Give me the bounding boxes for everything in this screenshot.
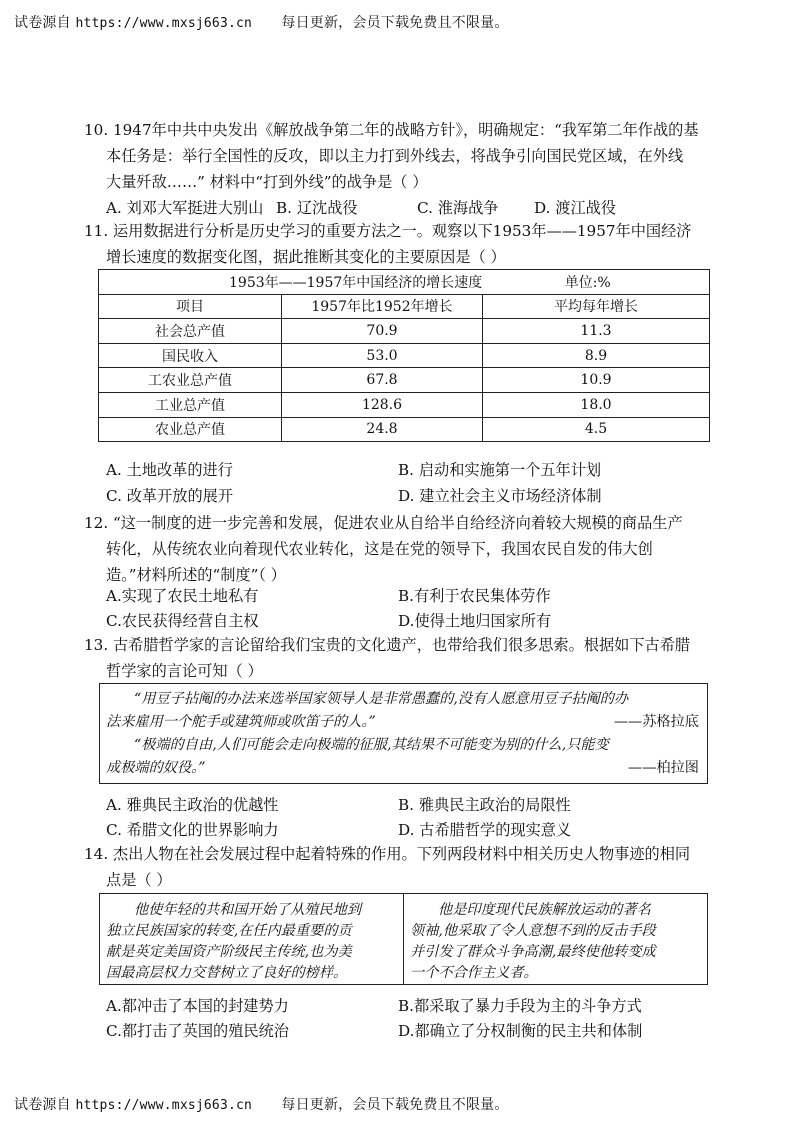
table-row <box>99 319 710 344</box>
quote-line: 成极端的奴役。” <box>106 760 206 776</box>
option-c[interactable]: C.农民获得经营自主权 <box>106 612 259 630</box>
option-d[interactable]: D. 古希腊哲学的现实意义 <box>398 821 572 839</box>
question-14-line: 点是（ ） <box>106 871 172 889</box>
material-right <box>403 894 707 984</box>
table-row <box>99 343 710 368</box>
material-line: 领袖,他采取了令人意想不到的反击手段 <box>410 923 656 939</box>
option-a[interactable]: A.实现了农民土地私有 <box>106 587 259 605</box>
question-13 <box>84 632 690 684</box>
question-14 <box>84 841 690 893</box>
table-header-cell: 1957年比1952年增长 <box>282 294 483 319</box>
option-b[interactable]: B.有利于农民集体劳作 <box>398 587 551 605</box>
option-d[interactable]: D. 渡江战役 <box>534 199 617 217</box>
option-c[interactable]: C. 改革开放的展开 <box>106 487 234 505</box>
table-row <box>99 392 710 417</box>
question-10-line: 本任务是：举行全国性的反攻，即以主力打到外线去，将战争引向国民党区域，在外线 <box>106 147 684 165</box>
table-cell: 8.9 <box>483 343 710 368</box>
question-14-line: 14. 杰出人物在社会发展过程中起着特殊的作用。下列两段材料中相关历史人物事迹的相同 <box>84 845 691 863</box>
material-line: 并引发了群众斗争高潮,最终使他转变成 <box>410 944 656 960</box>
table-cell: 社会总产值 <box>99 319 282 344</box>
table-cell: 4.5 <box>483 417 710 442</box>
question-12-line: 造。”材料所述的“制度”（ ） <box>106 566 286 584</box>
question-10 <box>84 117 699 221</box>
table-header-cell: 平均每年增长 <box>483 294 710 319</box>
growth-table <box>98 269 710 442</box>
banner-site: 试卷源自 <box>14 15 71 31</box>
option-d[interactable]: D.使得土地归国家所有 <box>398 612 552 630</box>
option-a[interactable]: A. 雅典民主政治的优越性 <box>106 796 279 814</box>
table-row <box>99 417 710 442</box>
table-header-cell: 项目 <box>99 294 282 319</box>
table-cell: 70.9 <box>282 319 483 344</box>
quote-line: “用豆子拈阄的办法来选举国家领导人是非常愚蠢的,没有人愿意用豆子拈阄的办 <box>134 691 629 707</box>
table-cell: 24.8 <box>282 417 483 442</box>
material-line: 国最高层权力交替树立了良好的榜样。 <box>106 965 348 981</box>
question-12-line: 转化，从传统农业向着现代农业转化，这是在党的领导下，我国农民自发的伟大创 <box>106 540 653 558</box>
table-row <box>99 368 710 393</box>
option-d[interactable]: D.都确立了分权制衡的民主共和体制 <box>398 1022 643 1040</box>
option-b[interactable]: B. 雅典民主政治的局限性 <box>398 796 571 814</box>
quote-attribution: ——柏拉图 <box>628 760 699 776</box>
material-boxes <box>99 893 708 985</box>
banner-url-link[interactable]: https://www.mxsj663.cn <box>75 16 253 31</box>
material-line: 他是印度现代民族解放运动的著名 <box>438 902 651 918</box>
question-11-line: 11. 运用数据进行分析是历史学习的重要方法之一。观察以下1953年——1957年中国经济 <box>84 222 692 240</box>
table-cell: 18.0 <box>483 392 710 417</box>
footer-banner <box>14 1094 509 1114</box>
header-banner <box>14 12 509 32</box>
table-header-row <box>99 294 710 319</box>
material-line: 献是英定美国资产阶级民主传统,也为美 <box>106 944 352 960</box>
option-b[interactable]: B. 辽沈战役 <box>276 199 358 217</box>
quote-attribution: ——苏格拉底 <box>613 714 699 730</box>
table-title-row <box>99 270 710 295</box>
table-unit: 单位:% <box>564 274 611 291</box>
quote-line: 法来雇用一个舵手或建筑师或吹笛子的人。” <box>106 714 376 730</box>
table-cell: 工农业总产值 <box>99 368 282 393</box>
table-cell: 53.0 <box>282 343 483 368</box>
question-11 <box>84 218 691 270</box>
banner-site: 试卷源自 <box>14 1097 71 1113</box>
table-cell: 工业总产值 <box>99 392 282 417</box>
table-cell: 11.3 <box>483 319 710 344</box>
option-b[interactable]: B. 启动和实施第一个五年计划 <box>398 461 602 479</box>
question-13-line: 哲学家的言论可知（ ） <box>106 662 263 680</box>
question-12 <box>84 510 683 588</box>
table-cell: 农业总产值 <box>99 417 282 442</box>
option-c[interactable]: C.都打击了英国的殖民统治 <box>106 1022 289 1040</box>
option-b[interactable]: B.都采取了暴力手段为主的斗争方式 <box>398 997 642 1015</box>
banner-url-link[interactable]: https://www.mxsj663.cn <box>75 1098 253 1113</box>
material-left <box>100 894 403 984</box>
option-a[interactable]: A. 土地改革的进行 <box>106 461 233 479</box>
option-a[interactable]: A. 刘邓大军挺进大别山 <box>106 199 264 217</box>
banner-note: 每日更新，会员下载免费且不限量。 <box>281 1097 509 1113</box>
question-10-line: 大量歼敌……” 材料中“打到外线”的战争是（ ） <box>106 173 428 191</box>
material-line: 独立民族国家的转变,在任内最重要的贡 <box>106 923 352 939</box>
question-13-line: 13. 古希腊哲学家的言论留给我们宝贵的文化遗产，也带给我们很多思索。根据如下古希腊 <box>84 636 691 654</box>
material-line: 他使年轻的共和国开始了从殖民地到 <box>134 902 362 918</box>
table-title: 1953年——1957年中国经济的增长速度 <box>229 274 483 291</box>
quote-line: “极端的自由,人们可能会走向极端的征服,其结果不可能变为别的什么,只能变 <box>134 737 609 753</box>
table-cell: 128.6 <box>282 392 483 417</box>
table-cell: 10.9 <box>483 368 710 393</box>
table-cell: 国民收入 <box>99 343 282 368</box>
question-12-line: 12. “这一制度的进一步完善和发展，促进农业从自给半自给经济向着较大规模的商品生产 <box>84 514 683 532</box>
option-a[interactable]: A.都冲击了本国的封建势力 <box>106 997 289 1015</box>
option-d[interactable]: D. 建立社会主义市场经济体制 <box>398 487 602 505</box>
quote-box <box>99 683 708 784</box>
option-c[interactable]: C. 希腊文化的世界影响力 <box>106 821 279 839</box>
banner-note: 每日更新，会员下载免费且不限量。 <box>281 15 509 31</box>
material-line: 一个不合作主义者。 <box>410 965 538 981</box>
question-10-line: 10. 1947年中共中央发出《解放战争第二年的战略方针》，明确规定：“我军第二年作战的基 <box>84 121 699 139</box>
question-11-line: 增长速度的数据变化图，据此推断其变化的主要原因是（ ） <box>106 248 506 266</box>
option-c[interactable]: C. 淮海战争 <box>417 199 499 217</box>
table-cell: 67.8 <box>282 368 483 393</box>
